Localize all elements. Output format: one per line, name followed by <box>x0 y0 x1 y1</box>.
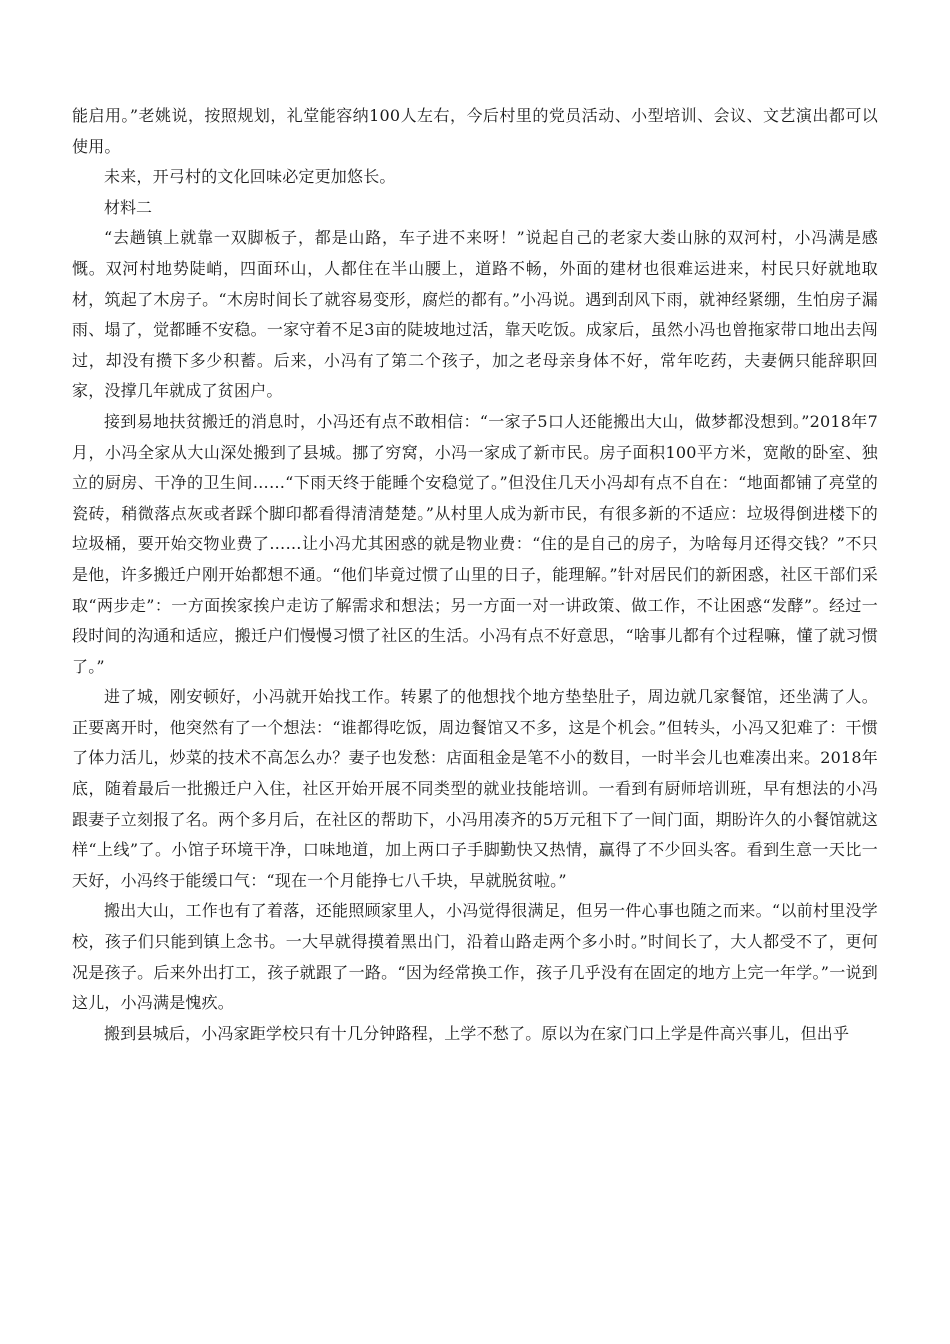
document-page <box>72 101 878 1049</box>
paragraph-schooling-worry: 搬出大山，工作也有了着落，还能照顾家里人，小冯觉得很满足，但另一件心事也随之而来。“以前村里没学校，孩子们只能到镇上念书。一大早就得摸着黑出门，沿着山路走两个多小时。”时间长了，大人都受不了，更何况是孩子。后来外出打工，孩子就跟了一路。“因为经常换工作，孩子几乎没有在固定的地方上完一年学。”一说到这儿，小冯满是愧疚。 <box>72 901 878 1013</box>
paragraph-shuanghe-village: “去趟镇上就靠一双脚板子，都是山路，车子进不来呀！”说起自己的老家大娄山脉的双河村，小冯满是感慨。双河村地势陡峭，四面环山，人都住在半山腰上，道路不畅，外面的建材也很难运进来，村民只好就地取材，筑起了木房子。“木房时间长了就容易变形，腐烂的都有。”小冯说。遇到刮风下雨，就神经紧绷，生怕房子漏雨、塌了，觉都睡不安稳。一家守着不足3亩的陡坡地过活，靠天吃饭。成家后，虽然小冯也曾拖家带口地出去闯过，却没有攒下多少积蓄。后来，小冯有了第二个孩子，加之老母亲身体不好，常年吃药，夫妻俩只能辞职回家，没撑几年就成了贫困户。 <box>72 228 878 401</box>
paragraph-relocation: 接到易地扶贫搬迁的消息时，小冯还有点不敢相信：“一家子5口人还能搬出大山，做梦都没想到。”2018年7月，小冯全家从大山深处搬到了县城。挪了穷窝，小冯一家成了新市民。房子面积100平方米，宽敞的卧室、独立的厨房、干净的卫生间……“下雨天终于能睡个安稳觉了。”但没住几天小冯却有点不自在：“地面都铺了亮堂的瓷砖，稍微落点灰或者踩个脚印都看得清清楚楚。”从村里人成为新市民，有很多新的不适应：垃圾得倒进楼下的垃圾桶，要开始交物业费了……让小冯尤其困惑的就是物业费：“住的是自己的房子，为啥每月还得交钱？”不只是他，许多搬迁户刚开始都想不通。“他们毕竟过惯了山里的日子，能理解。”针对居民们的新困惑，社区干部们采取“两步走”：一方面挨家挨户走访了解需求和想法；另一方面一对一讲政策、做工作，不让困惑“发酵”。经过一段时间的沟通和适应，搬迁户们慢慢习惯了社区的生活。小冯有点不好意思，“啥事儿都有个过程嘛，懂了就习惯了。” <box>72 411 878 676</box>
section-heading-material-two: 材料二 <box>104 197 153 217</box>
paragraph-future-culture: 未来，开弓村的文化回味必定更加悠长。 <box>104 167 396 187</box>
paragraph-restaurant: 进了城，刚安顿好，小冯就开始找工作。转累了的他想找个地方垫垫肚子，周边就几家餐馆，还坐满了人。正要离开时，他突然有了一个想法：“谁都得吃饭，周边餐馆又不多，这是个机会。”但转头，小冯又犯难了：干惯了体力活儿，炒菜的技术不高怎么办？妻子也发愁：店面租金是笔不小的数目，一时半会儿也难凑出来。2018年底，随着最后一批搬迁户入住，社区开始开展不同类型的就业技能培训。一看到有厨师培训班，早有想法的小冯跟妻子立刻报了名。两个多月后，在社区的帮助下，小冯用凑齐的5万元租下了一间门面，期盼许久的小餐馆就这样“上线”了。小馆子环境干净，口味地道，加上两口子手脚勤快又热情，赢得了不少回头客。看到生意一天比一天好，小冯终于能缓口气：“现在一个月能挣七八千块，早就脱贫啦。” <box>72 687 878 890</box>
paragraph-continuation: 能启用。”老姚说，按照规划，礼堂能容纳100人左右，今后村里的党员活动、小型培训、会议、文艺演出都可以使用。 <box>72 106 878 156</box>
paragraph-school-nearby: 搬到县城后，小冯家距学校只有十几分钟路程，上学不愁了。原以为在家门口上学是件高兴事儿，但出乎 <box>104 1023 850 1043</box>
